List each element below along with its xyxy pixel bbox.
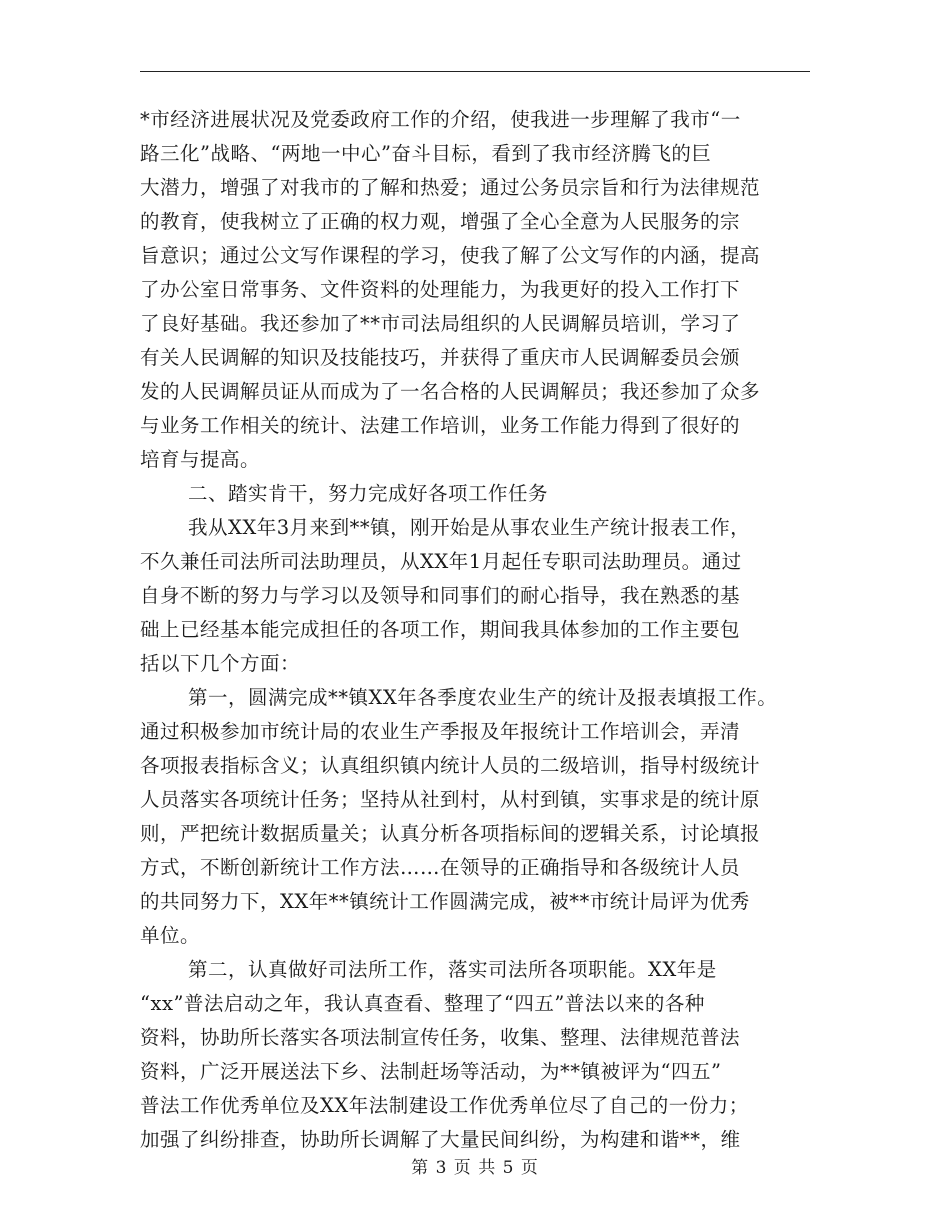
text-line: 了良好基础。我还参加了**市司法局组织的人民调解员培训，学习了 — [140, 312, 741, 335]
text-line: 自身不断的努力与学习以及领导和同事们的耐心指导，我在熟悉的基 — [140, 584, 741, 607]
text-line: 加强了纠纷排查，协助所长调解了大量民间纠纷，为构建和谐**，维 — [140, 1128, 741, 1151]
text-line: “xx”普法启动之年，我认真查看、整理了“四五”普法以来的各种 — [140, 992, 705, 1015]
text-line: 不久兼任司法所司法助理员，从XX年1月起任专职司法助理员。通过 — [140, 550, 742, 573]
text-line: 路三化”战略、“两地一中心”奋斗目标，看到了我市经济腾飞的巨 — [140, 142, 712, 165]
text-line: 普法工作优秀单位及XX年法制建设工作优秀单位尽了自己的一份力； — [140, 1094, 749, 1117]
text-line: 础上已经基本能完成担任的各项工作，期间我具体参加的工作主要包 — [140, 618, 741, 641]
text-line: 括以下几个方面： — [140, 652, 301, 675]
text-line: 资料，协助所长落实各项法制宣传任务，收集、整理、法律规范普法 — [140, 1026, 741, 1049]
text-line: 的共同努力下，XX年**镇统计工作圆满完成，被**市统计局评为优秀 — [140, 890, 750, 913]
text-line: 有关人民调解的知识及技能技巧，并获得了重庆市人民调解委员会颁 — [140, 346, 741, 369]
text-line: 了办公室日常事务、文件资料的处理能力，为我更好的投入工作打下 — [140, 278, 741, 301]
text-line: 第二，认真做好司法所工作，落实司法所各项职能。XX年是 — [188, 958, 717, 981]
page-number-footer: 第 3 页 共 5 页 — [411, 1158, 539, 1178]
text-line: *市经济进展状况及党委政府工作的介绍，使我进一步理解了我市“一 — [140, 108, 741, 131]
text-line: 人员落实各项统计任务；坚持从社到村，从村到镇，实事求是的统计原 — [140, 788, 761, 811]
text-line: 各项报表指标含义；认真组织镇内统计人员的二级培训，指导村级统计 — [140, 754, 761, 777]
text-line: 通过积极参加市统计局的农业生产季报及年报统计工作培训会，弄清 — [140, 720, 741, 743]
text-line: 资料，广泛开展送法下乡、法制赶场等活动，为**镇被评为“四五” — [140, 1060, 722, 1083]
document-body — [140, 103, 840, 1157]
text-line: 发的人民调解员证从而成为了一名合格的人民调解员；我还参加了众多 — [140, 380, 761, 403]
text-line: 旨意识；通过公文写作课程的学习，使我了解了公文写作的内涵，提高 — [140, 244, 761, 267]
text-line: 培育与提高。 — [140, 448, 261, 471]
text-line: 我从XX年3月来到**镇，刚开始是从事农业生产统计报表工作， — [188, 516, 751, 539]
text-line: 则，严把统计数据质量关；认真分析各项指标间的逻辑关系，讨论填报 — [140, 822, 761, 845]
text-line: 方式，不断创新统计工作方法……在领导的正确指导和各级统计人员 — [140, 856, 741, 879]
text-line: 单位。 — [140, 924, 201, 947]
text-line: 与业务工作相关的统计、法建工作培训，业务工作能力得到了很好的 — [140, 414, 741, 437]
section-heading: 二、踏实肯干，努力完成好各项工作任务 — [188, 482, 549, 505]
text-line: 的教育，使我树立了正确的权力观，增强了全心全意为人民服务的宗 — [140, 210, 741, 233]
header-rule — [140, 71, 810, 72]
text-line: 大潜力，增强了对我市的了解和热爱；通过公务员宗旨和行为法律规范 — [140, 176, 761, 199]
text-line: 第一，圆满完成**镇XX年各季度农业生产的统计及报表填报工作。 — [188, 686, 778, 709]
